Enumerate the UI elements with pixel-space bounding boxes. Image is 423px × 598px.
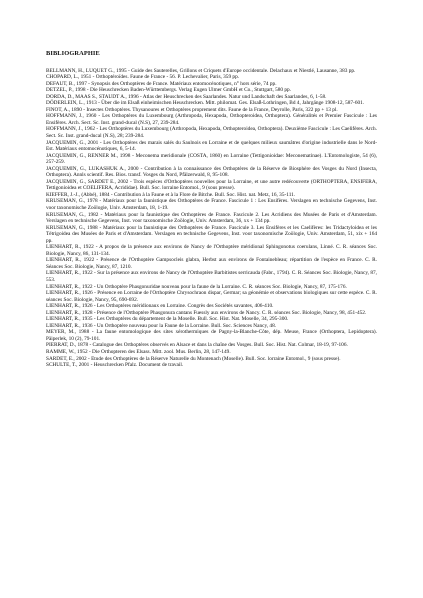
reference-entry: LIENHART, R., 1926 - Les Orthoptères méridionaux en Lorraine. Congrès des Sociétés savantes, 406-410. [46,303,274,310]
reference-entry: HOFFMANN, J., 1962 - Les Orthoptères du Luxembourg (Arthropoda, Hexapoda, Orthopteroidea, Orthoptera). Deuxième Fascicule : Les Caelifères. Arch. Sect. Sc. Inst. grand-ducal (N.S), 28; 239-284. [46,126,377,139]
reference-entry: DETZEL, P., 1998 - Die Heuschrecken Baden-Württembergs. Verlag Eugen Ulmer GmbH et Co., Stuttgart, 580 pp. [46,87,292,94]
reference-entry: SCHULTE, T., 2001 - Heuschrecken Pfalz. Document de travail. [46,362,184,369]
reference-entry: LIENHART, R., 1922 - Un Orthoptère Phasgonuridae nouveau pour la faune de la Lorraine. C. R. séances Soc. Biologie, Nancy, 87, 175-176. [46,283,347,290]
reference-entry: KIEFFER, J.-J., (Abbé), 1884 - Contribution à la Faune et à la Flore de Bitche. Bull. Soc. Hist. nat. Metz, 16, 35-111. [46,191,296,198]
reference-entry: HOFFMANN, J., 1960 - Les Orthoptères du Luxembourg (Arthropoda, Hexapoda, Orthopteroidea, Orthoptera). Généralités et Premier Fascicule : Les Ensifères. Arch. Sect. Sc. Inst. grand-ducal (N.S), 27, 239-284. [46,113,377,126]
reference-list [46,68,377,369]
reference-entry: JACQUEMIN, G., RENNER M., 1998 - Meconema meridionale (COSTA, 1860) en Lorraine (Tettigonioidae: Meconematinae). L'Entomologiste, 54 (6), 257-259. [46,152,377,166]
reference-entry: FINOT, A., 1890 - Insectes Orthoptères. Thysanoures et Orthoptères proprement dits. Faune de la France, Deyrolle, Paris, 322 pp + 13 pl. [46,106,338,113]
reference-entry: LIENHART, R., 1922 - Présence de l'Orthoptère Gampsocleis glabra, Herbst aux environs de Fontainebleau; répartition de l'espèce en France. C. R. Séances Soc. Biologie, Nancy, 87, 1210. [46,257,377,270]
reference-entry: KRUSEMAN, G., 1982 - Matériaux pour la faunistique des Orthoptères de France. Fascicule 2. Les Acridiens des Musées de Paris et d'Amsterdam. Verslagen en technische Gegevens, Inst. voor taxonomische Zoölogie, Univ. Amsterdam, 36, xx + 134 pp. [46,211,377,225]
reference-entry: RAMME, W., 1952 - Die Orthopteren des Elsass. Mitt. zool. Mus. Berlin, 28, 147-149. [46,349,231,356]
reference-entry: JACQUEMIN, G., 2001 - Les Orthoptères des marais salés du Saulnois en Lorraine et de quelques milieux saumâtres d'origine industrielle dans le Nord-Est. Matériaux entomocénotiques, 6, 5-14. [46,139,377,153]
reference-entry: PIERRAT, D., 1878 - Catalogue des Orthoptères observés en Alsace et dans la chaîne des Vosges. Bull. Soc. Hist. Nat. Colmar, 18-19, 97-106. [46,342,348,349]
reference-entry: CHOPARD, L., 1951 - Orthoptéroïdes. Faune de France - 56. P. Lechevalier, Paris, 359 pp. [46,74,240,81]
reference-entry: MEYER, M., 1988 - La faune entomologique des sites xérothermiques de Pagny-la-Blanche-Côte, dép. Meuse, France (Orthoptera, Lepidoptera). Päiperlek, 10 (2), 79-101. [46,329,377,342]
reference-entry: LIENHART, R., 1928 - Présence de l'Orthoptère Phasgonura cantans Fuessly aux environs de Nancy. C. R. séances Soc. Biologie, Nancy, 98, 451-452. [46,309,367,316]
reference-entry: JACQUEMIN, G., SARDET E., 2002 - Trois espèces d'Orthoptères nouvelles pour la Lorraine, et une autre redécouverte (ORTHOPTERA, ENSIFERA, Tettigonioidea et COELIFERA, Acrididae). Bull. Soc. lorraine Entomol., 9 (sous presse). [46,178,377,192]
reference-entry: LIENHART, R., 1926 - Présence en Lorraine de l'Orthoptère Chrysochraon dispar, Germar; sa géonémie et observations biologiques sur cette espèce. C. R. séances Soc. Biologie, Nancy, 95, 690-692. [46,290,377,303]
reference-entry: KRUSEMAN, G., 1988 - Matériaux pour la faunistique des Orthoptères de France. Fascicule 3. Les Ensifères et les Caelifères: les Tridactyloidea et les Tétrigoidea des Musées de Paris et d'Amsterdam. Verslagen en technische Gegevens, Inst. voor taxonomische Zoölogie, Univ. Amsterdam, 51, xix + 164 pp. [46,224,377,244]
reference-entry: JACQUEMIN, G., LUKASHUK A., 2000 - Contribution à la connaissance des Orthoptères de la Réserve de Biosphère des Vosges du Nord (Insecta, Orthoptera). Annls scientif. Res. Bios. transf. Vosges du Nord, Pfälzerwald, 8, 95-108. [46,165,377,179]
section-heading: BIBLIOGRAPHIE [46,50,100,57]
reference-entry: DEFAUT, B., 1997 - Synopsis des Orthoptères de France. Matériaux entomocénotiques, n° hors série, 74 pp. [46,80,277,87]
reference-entry: LIENHART, R., 1935 - Les Orthoptères du département de la Moselle. Bull. Soc. Hist. Nat. Moselle, 34, 295-300. [46,316,289,323]
reference-entry: BELLMANN, H., LUQUET G., 1995 - Guide des Sauterelles, Grillons et Criquets d'Europe occidentale. Delachaux et Niestlé, Lausanne, 383 pp. [46,67,356,74]
reference-entry: LIENHART, R., 1922 - A propos de la présence aux environs de Nancy de l'Orthoptère méridional Sphingonotus coerulans, Linné. C. R. séances Soc. Biologie, Nancy, 86, 131-134. [46,244,377,257]
reference-entry: DORDA, D., MAAS S., STAUDT A., 1996 - Atlas der Heuschrecken des Saarlandes. Natur und Landschaft des Saarlandes, 6, 1-58. [46,93,327,100]
reference-entry: DÖDERLEIN, L., 1913 - Über die im Elsaß einheimischen Heuschrecken. Mitt. philomat. Ges. Elsaß-Lothringen, Bd 4, Jahrgänge 1908-12, 587-601. [46,100,365,107]
reference-entry: KRUSEMAN, G., 1978 - Matériaux pour la faunistique des Orthoptères de France. Fascicule 1 : Les Ensifères. Verslagen en technische Gegevens, Inst. voor taxonomische Zoölogie, Univ. Amsterdam, 18, 1-19. [46,198,377,211]
reference-entry: LIENHART, R., 1922 - Sur la présence aux environs de Nancy de l'Orthoptère Barbitistes serricauda (Fabr., 1794). C. R. Séances Soc. Biologie, Nancy, 87, 553. [46,270,377,283]
reference-entry: SARDET, E., 2002 - Etude des Orthoptères de la Réserve Naturelle du Montenach (Moselle). Bull. Soc. lorraine Entomol., 9 (sous presse). [46,355,341,362]
reference-entry: LIENHART, R., 1936 - Un Orthoptère nouveau pour la Faune de la Lorraine. Bull. Soc. Sciences Nancy, 48. [46,322,277,329]
